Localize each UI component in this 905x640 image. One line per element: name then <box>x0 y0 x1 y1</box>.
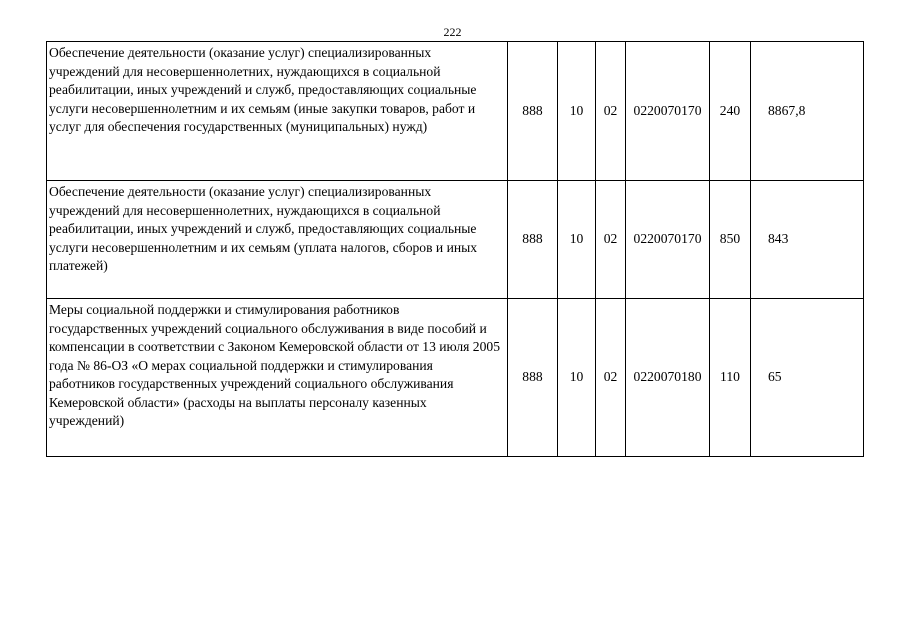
row-description: Обеспечение деятельности (оказание услуг) специализированных учреждений для несовершеннолетних, нуждающихся в социальной реабилитации, иных учреждений и служб, предоставляющих социальные услуги несовершеннолетним и их семьям (уплата налогов, сборов и иных платежей) <box>47 181 508 299</box>
ministry-code: 888 <box>508 299 558 457</box>
amount-value: 65 <box>751 299 864 457</box>
target-article-code: 0220070170 <box>626 181 710 299</box>
section-code: 10 <box>558 181 596 299</box>
amount-value: 8867,8 <box>751 42 864 181</box>
budget-table <box>46 41 864 457</box>
target-article-code: 0220070170 <box>626 42 710 181</box>
table-row <box>47 299 864 457</box>
row-description: Обеспечение деятельности (оказание услуг) специализированных учреждений для несовершеннолетних, нуждающихся в социальной реабилитации, иных учреждений и служб, предоставляющих социальные услуги несовершеннолетним и их семьям (иные закупки товаров, работ и услуг для обеспечения государственных (муниципальных) нужд) <box>47 42 508 181</box>
ministry-code: 888 <box>508 42 558 181</box>
expense-type-code: 240 <box>710 42 751 181</box>
target-article-code: 0220070180 <box>626 299 710 457</box>
ministry-code: 888 <box>508 181 558 299</box>
subsection-code: 02 <box>596 299 626 457</box>
table-row <box>47 42 864 181</box>
expense-type-code: 110 <box>710 299 751 457</box>
table-row <box>47 181 864 299</box>
subsection-code: 02 <box>596 181 626 299</box>
expense-type-code: 850 <box>710 181 751 299</box>
section-code: 10 <box>558 42 596 181</box>
section-code: 10 <box>558 299 596 457</box>
amount-value: 843 <box>751 181 864 299</box>
page-number: 222 <box>443 25 462 39</box>
subsection-code: 02 <box>596 42 626 181</box>
row-description: Меры социальной поддержки и стимулирования работников государственных учреждений социального обслуживания в виде пособий и компенсации в соответствии с Законом Кемеровской области от 13 июля 2005 года № 86-ОЗ «О мерах социальной поддержки и стимулирования работников государственных учреждений социального обслуживания Кемеровской области» (расходы на выплаты персоналу казенных учреждений) <box>47 299 508 457</box>
